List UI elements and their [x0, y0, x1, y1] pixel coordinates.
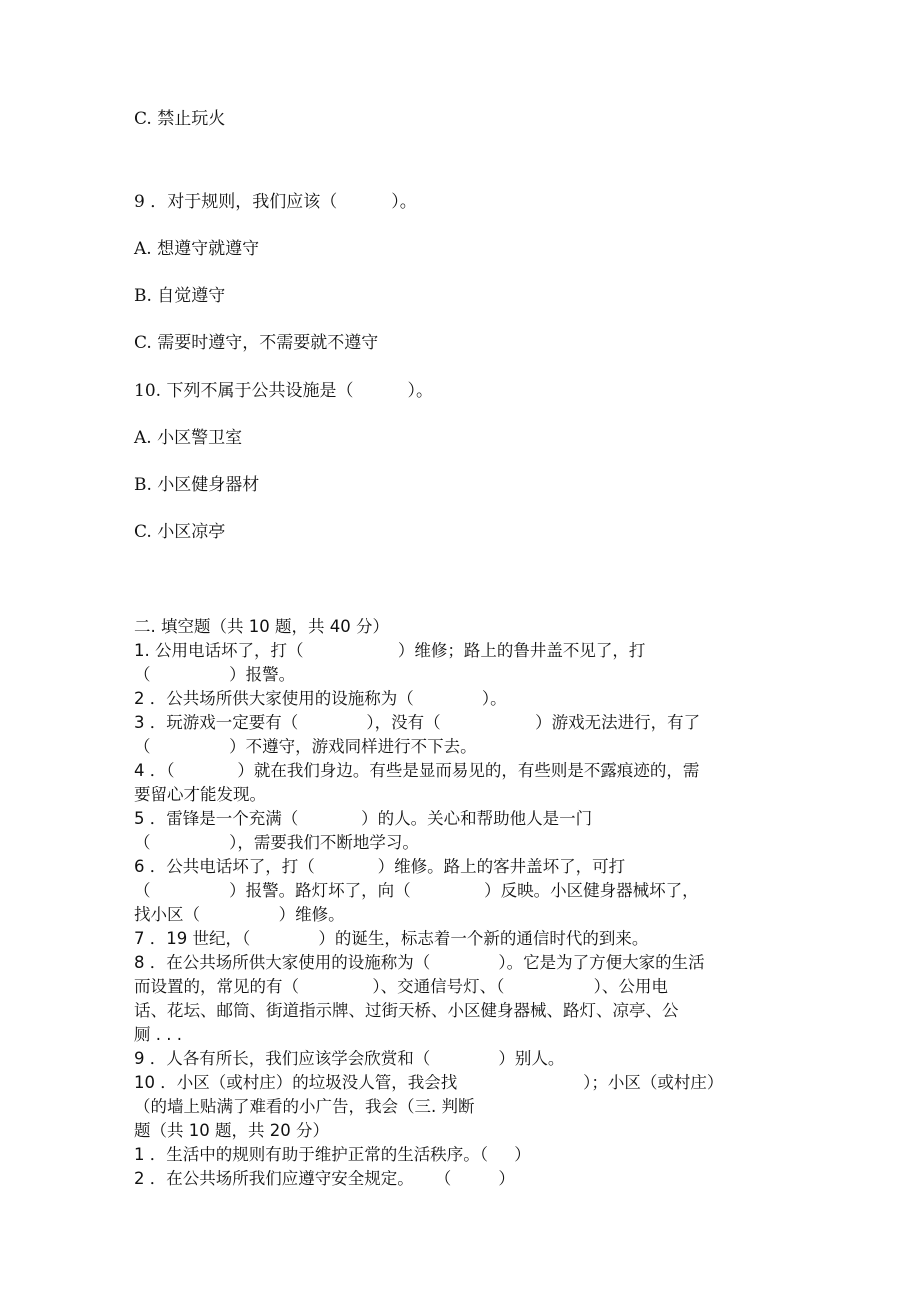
q10-option-a: A. 小区警卫室 — [134, 428, 243, 448]
fill-line: 厕 . . . — [134, 1025, 182, 1044]
q10-option-c: C. 小区凉亭 — [134, 522, 226, 542]
judge-line: 2 ．在公共场所我们应遵守安全规定。 （ ） — [134, 1169, 515, 1188]
fill-line: 5 ．雷锋是一个充满（ ）的人。关心和帮助他人是一门 — [134, 809, 593, 828]
q10-stem: 10. 下列不属于公共设施是（ ）。 — [134, 381, 433, 401]
q10-option-b: B. 小区健身器材 — [134, 475, 260, 495]
fill-line: （的墙上贴满了难看的小广告，我会（三. 判断 — [134, 1097, 475, 1116]
fill-line: 要留心才能发现。 — [134, 785, 266, 804]
fill-line: 6 ．公共电话坏了，打（ ）维修。路上的客井盖坏了，可打 — [134, 857, 626, 876]
fill-line: 找小区（ ）维修。 — [134, 905, 345, 924]
q9-option-c: C. 需要时遵守，不需要就不遵守 — [134, 333, 379, 353]
q9-option-a: A. 想遵守就遵守 — [134, 239, 260, 259]
fill-line: 4 ．（ ）就在我们身边。有些是显而易见的，有些则是不露痕迹的，需 — [134, 761, 700, 780]
judge-line: 1 ．生活中的规则有助于维护正常的生活秩序。（ ） — [134, 1145, 531, 1164]
fill-line: （ ）报警。路灯坏了，向（ ）反映。小区健身器械坏了， — [134, 881, 699, 900]
fill-line: 题（共 10 题，共 20 分） — [134, 1121, 329, 1140]
fill-line: 2 ．公共场所供大家使用的设施称为（ ）。 — [134, 689, 507, 708]
fill-line: 3 ．玩游戏一定要有（ ），没有（ ）游戏无法进行，有了 — [134, 713, 701, 732]
q9-stem: 9 ．对于规则，我们应该（ ）。 — [134, 192, 417, 212]
fill-line: （ ）不遵守，游戏同样进行不下去。 — [134, 737, 477, 756]
fill-line: 10 ．小区（或村庄）的垃圾没人管，我会找 ）；小区（或村庄） — [134, 1073, 724, 1092]
section-title-fill: 二. 填空题（共 10 题，共 40 分） — [134, 617, 389, 636]
fill-line: 而设置的，常见的有（ ）、交通信号灯、（ ）、公用电 — [134, 977, 668, 996]
fill-line: （ ）报警。 — [134, 665, 296, 684]
q9-option-b: B. 自觉遵守 — [134, 286, 226, 306]
fill-line: 1. 公用电话坏了，打（ ）维修；路上的鲁井盖不见了，打 — [134, 641, 646, 660]
fill-line: 8 ．在公共场所供大家使用的设施称为（ ）。它是为了方便大家的生活 — [134, 953, 705, 972]
q8-option-c: C. 禁止玩火 — [134, 109, 226, 129]
fill-line: 话、花坛、邮筒、街道指示牌、过街天桥、小区健身器械、路灯、凉亭、公 — [134, 1001, 679, 1020]
fill-line: 9 ．人各有所长，我们应该学会欣赏和（ ）别人。 — [134, 1049, 565, 1068]
fill-line: （ ），需要我们不断地学习。 — [134, 833, 419, 852]
fill-line: 7 ．19 世纪，（ ）的诞生，标志着一个新的通信时代的到来。 — [134, 929, 649, 948]
